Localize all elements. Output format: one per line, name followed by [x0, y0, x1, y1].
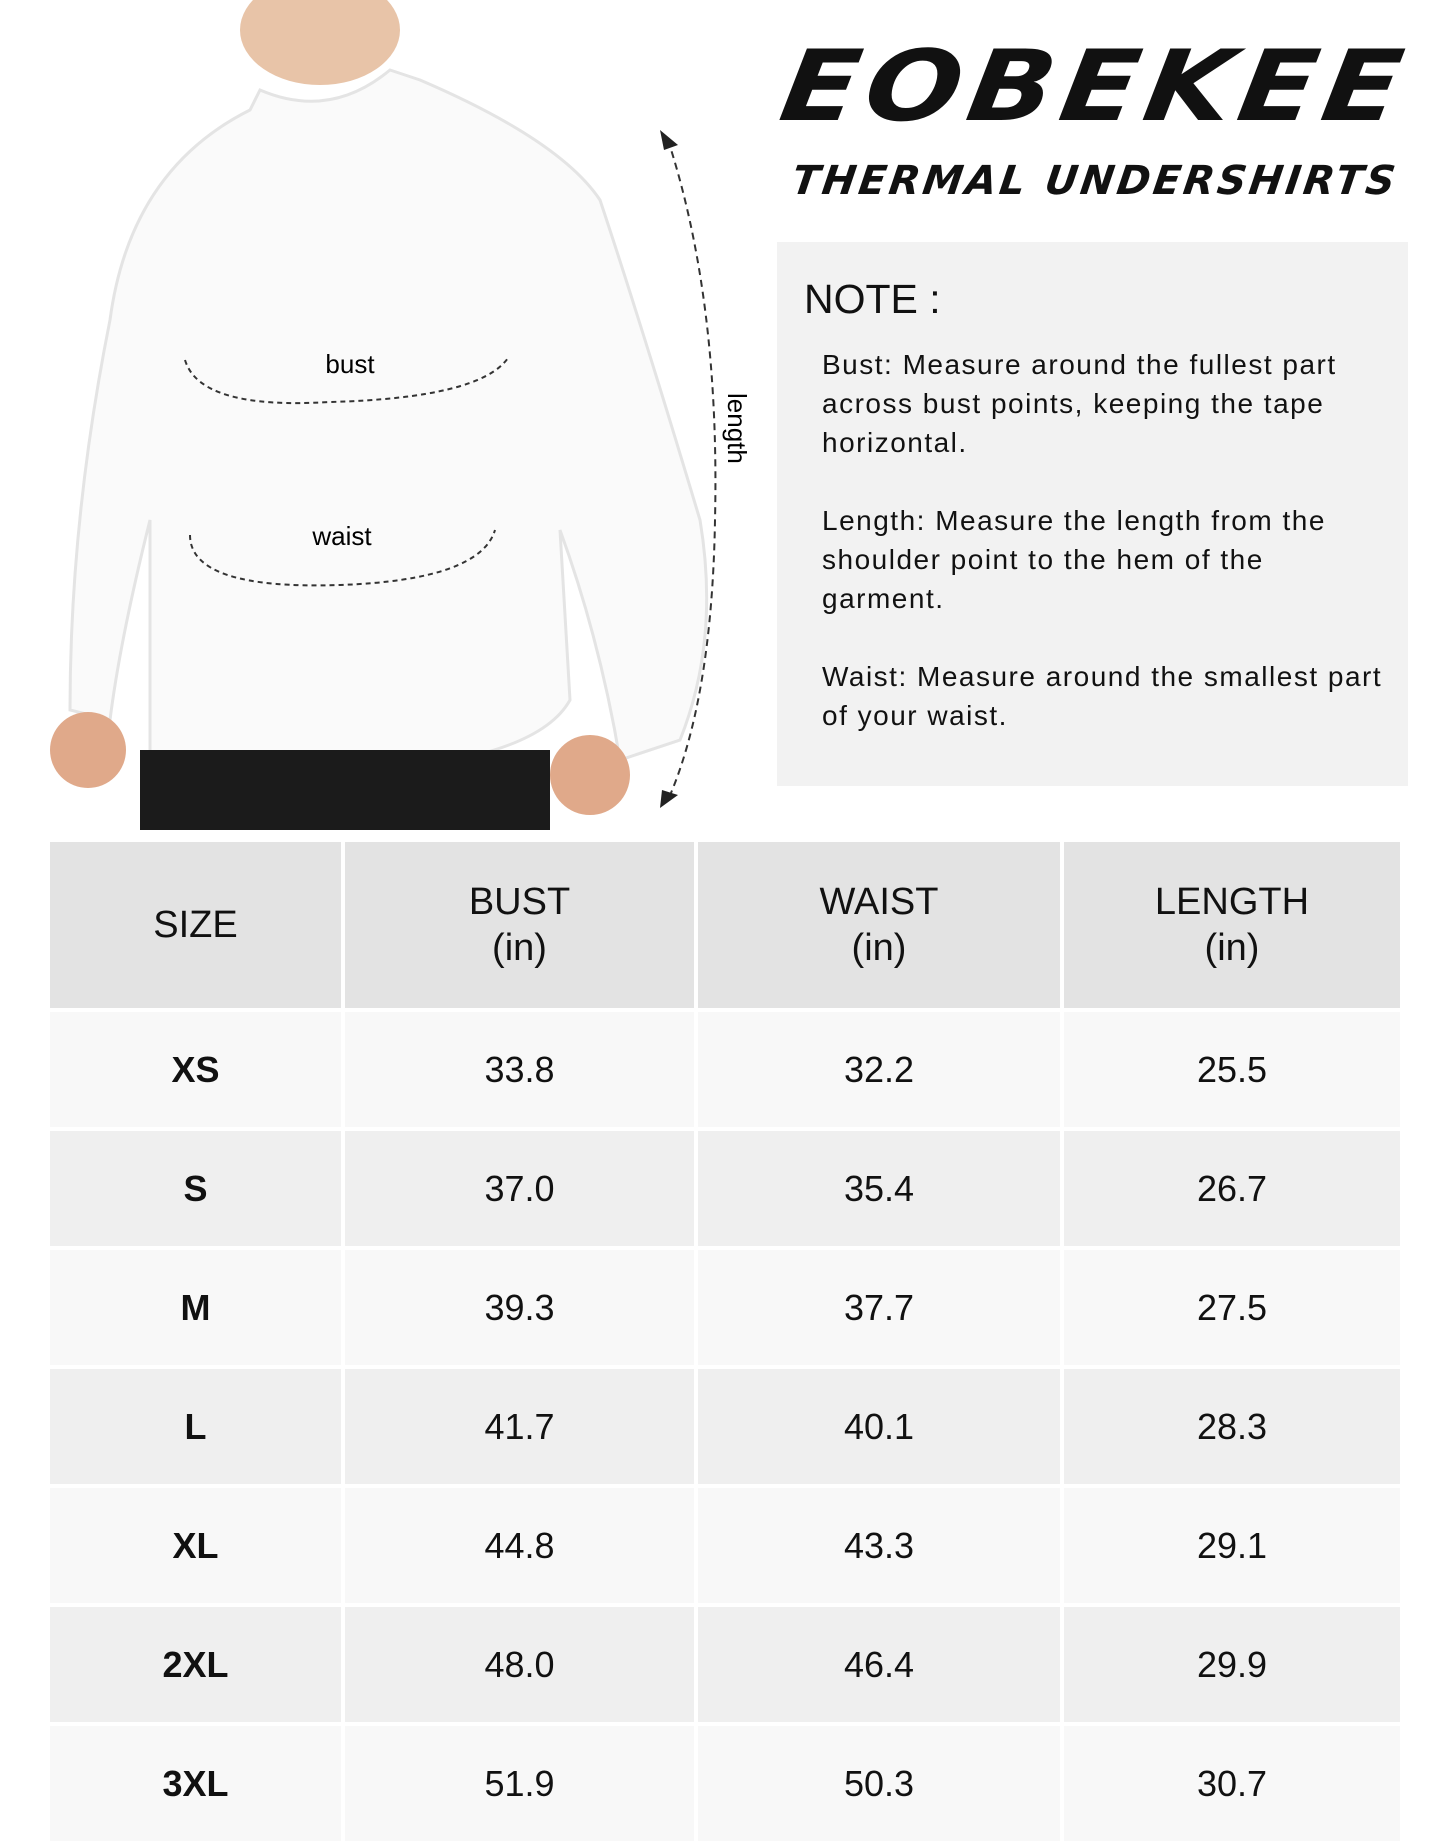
cell-bust: 41.7	[345, 1369, 694, 1484]
cell-bust: 39.3	[345, 1250, 694, 1365]
head-skin	[240, 0, 400, 85]
header-bust	[345, 842, 694, 1008]
header-length	[1064, 842, 1400, 1008]
size-chart-table	[46, 838, 1404, 1845]
left-fist	[50, 712, 126, 788]
cell-length: 26.7	[1064, 1131, 1400, 1246]
header-label: WAIST	[819, 881, 939, 923]
cell-size: L	[50, 1369, 341, 1484]
cell-length: 29.9	[1064, 1607, 1400, 1722]
header-unit: (in)	[492, 927, 547, 969]
table-row	[50, 1726, 1400, 1841]
product-subtitle: THERMAL UNDERSHIRTS	[788, 158, 1402, 204]
cell-bust: 33.8	[345, 1012, 694, 1127]
note-panel	[777, 242, 1408, 786]
arrow-icon	[660, 130, 678, 150]
header-size	[50, 842, 341, 1008]
cell-waist: 50.3	[698, 1726, 1060, 1841]
cell-length: 30.7	[1064, 1726, 1400, 1841]
cell-waist: 32.2	[698, 1012, 1060, 1127]
brand-logo: EOBEKEE	[773, 30, 1417, 144]
table-row	[50, 1131, 1400, 1246]
pants	[140, 750, 550, 830]
cell-size: 3XL	[50, 1726, 341, 1841]
note-length: Length: Measure the length from the shoulder point to the hem of the garment.	[822, 505, 1326, 614]
cell-waist: 40.1	[698, 1369, 1060, 1484]
cell-size: S	[50, 1131, 341, 1246]
model-shirt-illustration	[0, 0, 760, 830]
cell-size: 2XL	[50, 1607, 341, 1722]
cell-length: 27.5	[1064, 1250, 1400, 1365]
note-bust: Bust: Measure around the fullest part across bust points, keeping the tape horizontal.	[822, 349, 1337, 458]
cell-waist: 46.4	[698, 1607, 1060, 1722]
arrow-icon	[660, 790, 678, 808]
header-unit: (in)	[851, 927, 907, 969]
table-header-row	[50, 842, 1400, 1008]
cell-waist: 37.7	[698, 1250, 1060, 1365]
shirt-shape	[70, 70, 707, 774]
header-waist	[698, 842, 1060, 1008]
right-fist	[550, 735, 630, 815]
waist-label: waist	[312, 521, 372, 551]
note-title: NOTE :	[804, 276, 941, 322]
cell-size: XL	[50, 1488, 341, 1603]
header-label: BUST	[468, 881, 571, 923]
cell-size: M	[50, 1250, 341, 1365]
cell-bust: 44.8	[345, 1488, 694, 1603]
header-label: SIZE	[153, 904, 238, 946]
cell-bust: 48.0	[345, 1607, 694, 1722]
cell-length: 28.3	[1064, 1369, 1400, 1484]
header-unit: (in)	[1204, 927, 1260, 969]
cell-size: XS	[50, 1012, 341, 1127]
bust-label: bust	[325, 349, 375, 379]
cell-waist: 35.4	[698, 1131, 1060, 1246]
cell-length: 25.5	[1064, 1012, 1400, 1127]
header-label: LENGTH	[1154, 881, 1310, 923]
cell-length: 29.1	[1064, 1488, 1400, 1603]
cell-waist: 43.3	[698, 1488, 1060, 1603]
table-row	[50, 1250, 1400, 1365]
length-label: length	[722, 393, 752, 464]
table-row	[50, 1012, 1400, 1127]
table-row	[50, 1369, 1400, 1484]
note-waist: Waist: Measure around the smallest part of your waist.	[822, 661, 1383, 731]
table-row	[50, 1607, 1400, 1722]
table-row	[50, 1488, 1400, 1603]
cell-bust: 37.0	[345, 1131, 694, 1246]
cell-bust: 51.9	[345, 1726, 694, 1841]
